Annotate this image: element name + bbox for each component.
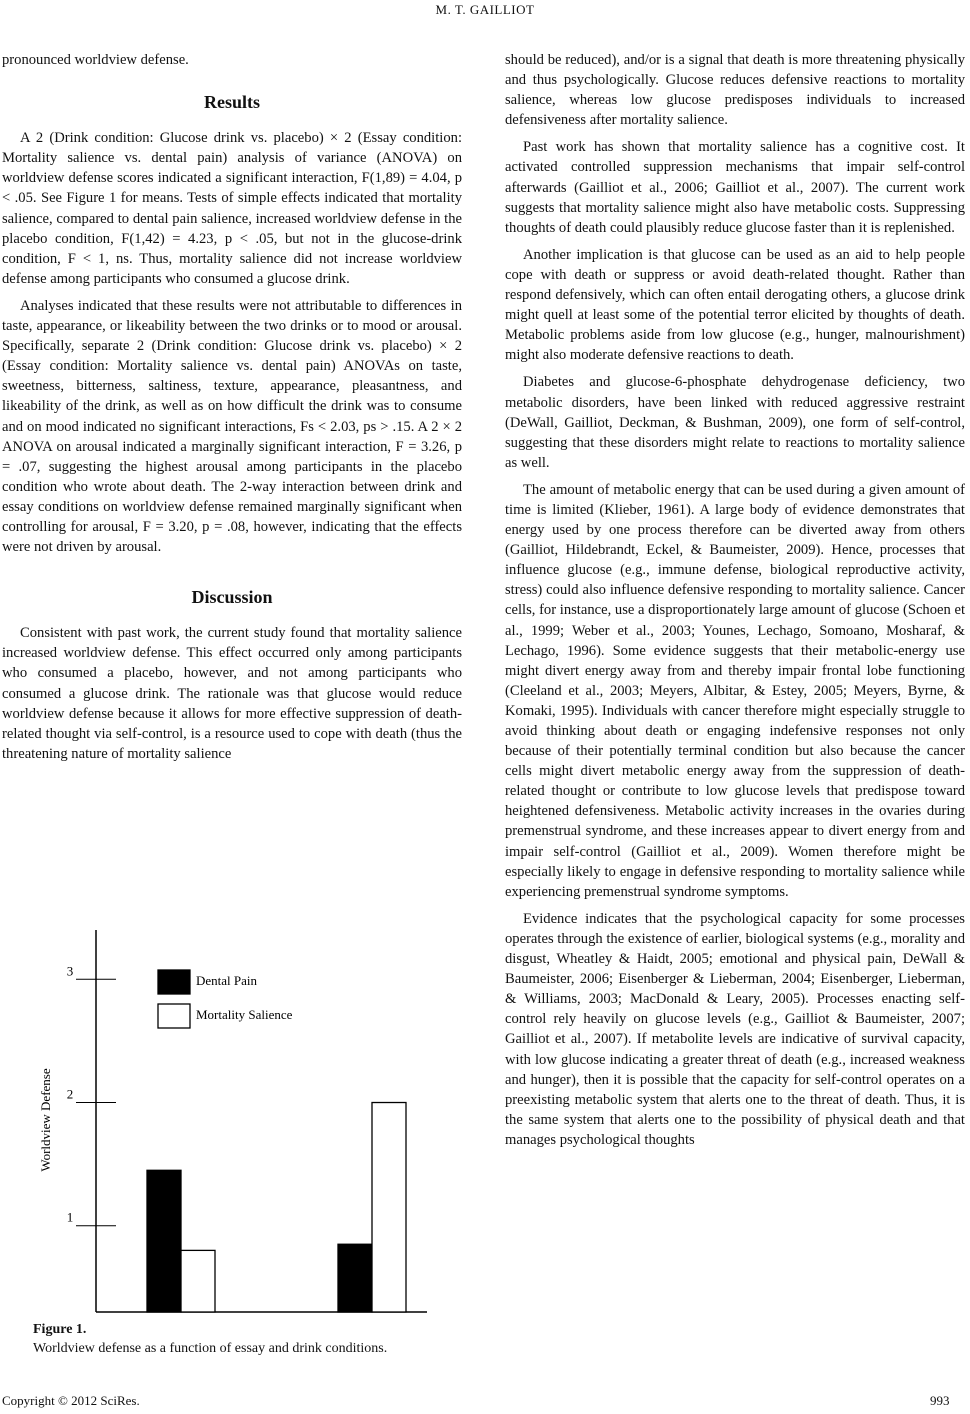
legend-label: Dental Pain <box>196 973 258 988</box>
results-heading: Results <box>203 92 260 113</box>
figure-1-chart <box>0 920 470 1340</box>
discussion-paragraph-1: Consistent with past work, the current study found that mortality salience increased worldview defense. This effect occurred only among participants who consumed a placebo, however, and not among participants who consumed a glucose drink. The rationale was that glucose would reduce worldview defense because it allows for more effective suppression of death-related thought via self-control, is a resource used to cope with death (thus the threatening nature of mortality salience <box>2 625 462 762</box>
legend-label: Mortality Salience <box>196 1007 293 1022</box>
footer-page-number: 993 <box>930 1393 950 1408</box>
results-paragraph-2: Analyses indicated that these results were not attributable to differences in taste, appearance, or likeability between the two drinks or to mood or arousal. Specifically, separate 2 (Drink condition: Glucose drink vs. placebo) × 2 (Essay condition: Mortality salience vs. dental pain) ANOVAs on taste, sweetness, bitterness, saltiness, texture, appearance, pleasantness, and likeability of the drink, as well as on how difficult the drink was to consume and on mood indicated no significant interactions, Fs < 2.03, ps > .15. A 2 × 2 ANOVA on arousal indicated a marginally significant interaction, F = 3.26, p = .07, suggesting the highest arousal among participants in the placebo condition who wrote about death. The 2-way interaction between drink and essay conditions on worldview defense remained marginally significant when controlling for arousal, F = 3.20, p = .08, however, indicating that the effects were not driven by arousal. <box>2 297 462 556</box>
right-paragraph-6: Evidence indicates that the psychological capacity for some processes operates through the existence of earlier, biological systems (e.g., morality and disgust, Wheatley & Haidt, 2005; emotional and physical pain, DeWall & Baumeister, 2006; Eisenberger & Lieberman, 2004; Eisenberger, Lieberman, & Williams, 2003; MacDonald & Leary, 2005). Processes enacting self-control rely heavily on glucose levels (e.g., Gailliot & Baumeister, 2007; Gailliot et al., 2007). If metabolite levels are indicative of survival capacity, with low glucose indicating a greater threat of death (e.g., increased weakness and hunger), then it is possible that the capacity for self-control operates on a preexisting metabolic system that alerts one to the threat of death. Thus, it is the same system that alerts one to the possibility of physical death and that manages psychological thoughts <box>505 910 965 1148</box>
figure-caption-text: Worldview defense as a function of essay and drink conditions. <box>33 1341 388 1356</box>
right-paragraph-2: Past work has shown that mortality salience has a cognitive cost. It activated controlled suppression mechanisms that impair self-control afterwards (Gailliot et al., 2006; Gailliot et al., 2007). The current work suggests that mortality salience might also have metabolic costs. Suppressing thoughts of death could plausibly reduce glucose faster than it is replenished. <box>505 139 965 236</box>
legend-swatch <box>158 970 190 994</box>
bar-mortality-salience-placebo <box>372 1103 406 1312</box>
figure-caption <box>33 1320 387 1358</box>
y-tick-label: 1 <box>66 1209 74 1225</box>
running-header <box>0 0 970 18</box>
left-column <box>2 50 462 764</box>
y-axis-label: Worldview Defense <box>38 1068 53 1172</box>
right-paragraph-4: Diabetes and glucose-6-phosphate dehydrogenase deficiency, two metabolic disorders, have been linked with reduced aggressive restraint (DeWall, Gailliot, Deckman, & Bushman, 2009), one form of self-control, suggesting that these disorders might relate to reactions to mortality salience as well. <box>505 374 965 471</box>
right-paragraph-1: should be reduced), and/or is a signal that death is more threatening physically and thus psychologically. Glucose reduces defensive reactions to mortality salience, whereas low glucose predisposes individuals to increased defensiveness after mortality salience. <box>505 52 965 129</box>
results-paragraph-1: A 2 (Drink condition: Glucose drink vs. placebo) × 2 (Essay condition: Mortality salience vs. dental pain) analysis of variance (ANOVA) on worldview defense scores indicated a significant interaction, F(1,89) = 4.04, p < .05. See Figure 1 for means. Tests of simple effects indicated that mortality salience, compared to dental pain salience, increased worldview defense in the placebo condition, F(1,42) = 4.23, p < .05, but not in the glucose-drink condition, F < 1, ns. Thus, mortality salience did not increase worldview defense among participants who consumed a glucose drink. <box>2 130 462 287</box>
right-paragraph-3: Another implication is that glucose can be used as an aid to help people cope with death or suppress or avoid death-related thought. Rather than respond defensively, which can often entail derogating others, a glucose drink might quell at least some of the potential terror elicited by thoughts of death. Metabolic problems aside from low glucose (e.g., hunger, malnourishment) might also moderate defensive reactions to death. <box>505 246 965 364</box>
discussion-heading: Discussion <box>191 587 273 608</box>
bar-mortality-salience-glucose <box>181 1250 215 1312</box>
right-column <box>505 50 965 1150</box>
y-tick-label: 3 <box>66 963 74 979</box>
right-paragraph-5: The amount of metabolic energy that can be used during a given amount of time is limited (Klieber, 1961). A large body of evidence demonstrates that energy used by one process therefore can be diverted away from others (Gailliot, Hildebrandt, Eckel, & Baumeister, 2009). Hence, processes that influence glucose (e.g., immune defense, biological reproductive activity, stress) could also influence defensive responding to mortality salience. Cancer cells, for instance, use a disproportionately large amount of glucose (Schoen et al., 1999; Weber et al., 2003; Younes, Lechago, Somoano, Mosharaf, & Lechago, 1996). Some evidence suggests that their metabolic-energy use might divert energy away from and thereby impair frontal lobe functioning (Cleeland et al., 2003; Meyers, Albitar, & Estey, 2005; Meyers, Byrne, & Komaki, 1995). Individuals with cancer therefore might especially struggle to avoid thinking about death or engaging indefensive responses not only because of their potentially terminal condition but also because the cancer cells might divert metabolic energy away from the suppression of death-related thought or contribute to low glucose levels that predispose toward heightened defensiveness. Metabolic activity increases in the ovaries during premenstrual syndrome, and these increases appear to divert energy from and impair self-control (Gailliot et al., 2009). Women therefore might be especially likely to engage in defensive responding to mortality salience while experiencing premenstrual syndrome symptoms. <box>505 481 965 900</box>
bar-chart <box>0 920 470 1320</box>
bar-dental-pain-placebo <box>338 1244 372 1312</box>
footer-copyright: Copyright © 2012 SciRes. <box>2 1393 140 1408</box>
legend-swatch <box>158 1004 190 1028</box>
intro-fragment: pronounced worldview defense. <box>2 52 189 68</box>
bar-dental-pain-glucose <box>147 1170 181 1312</box>
figure-caption-title: Figure 1. <box>33 1322 87 1337</box>
running-title: M. T. GAILLIOT <box>435 2 535 17</box>
y-tick-label: 2 <box>66 1086 74 1102</box>
